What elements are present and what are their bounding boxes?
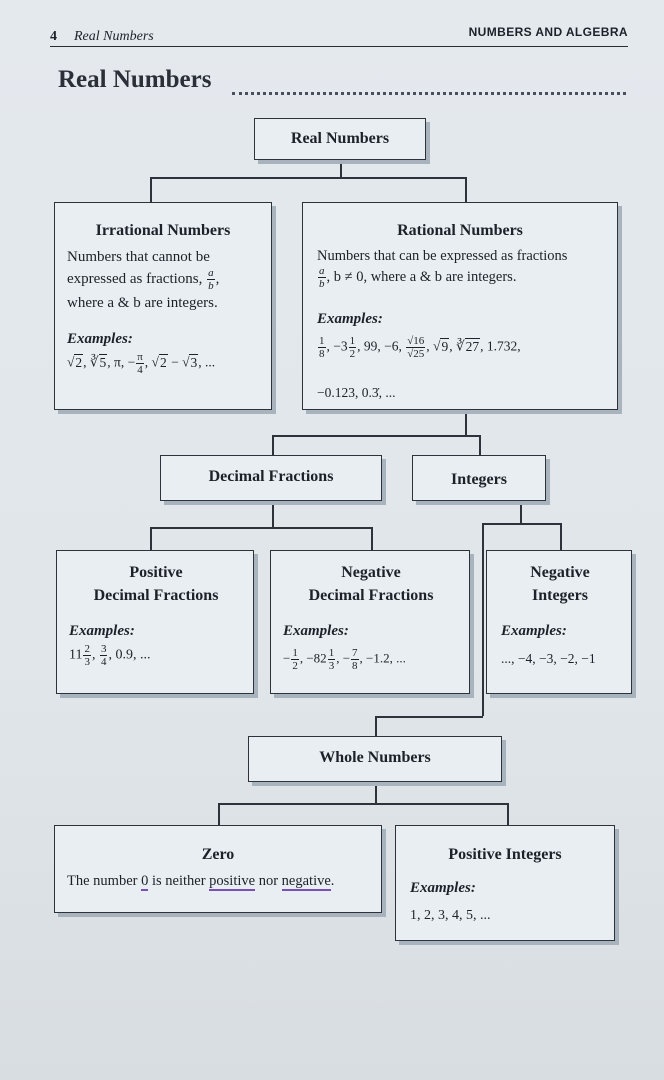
connector	[218, 803, 508, 805]
zero-box	[54, 825, 382, 913]
connector	[375, 716, 483, 718]
connector	[560, 523, 562, 550]
examples: −0.123, 0.3̇, ...	[317, 385, 396, 400]
description-line: Numbers that cannot be	[67, 249, 210, 265]
examples: − $\frac{1}{2}$ , −82 $\frac{1}{3}$ , − $\frac{7}{8}$ , −1.2, ...	[283, 647, 406, 672]
connector	[375, 782, 377, 804]
examples-label: Examples:	[317, 311, 383, 327]
box-title: Decimal Fractions	[93, 587, 219, 604]
connector	[482, 523, 484, 716]
connector	[482, 523, 562, 525]
irrational-numbers-box	[54, 202, 272, 410]
box-title: Positive Integers	[448, 846, 562, 863]
description-line: where a & b are integers.	[67, 295, 218, 311]
connector	[272, 435, 480, 437]
box-title: Negative	[341, 564, 401, 581]
page-number: 4	[50, 29, 57, 44]
description-line: $\frac{a}{b}$ , b ≠ 0, where a & b are integers.	[319, 265, 517, 290]
decimal-fractions-box	[160, 455, 382, 501]
box-title: Decimal Fractions	[308, 587, 434, 604]
header-rule	[50, 46, 628, 47]
description-line: Numbers that can be expressed as fractions	[317, 248, 568, 264]
examples-label: Examples:	[283, 623, 349, 639]
box-title: Positive	[129, 564, 183, 581]
whole-numbers-box	[248, 736, 502, 782]
connector	[520, 502, 522, 524]
connector	[465, 177, 467, 203]
running-title: Real Numbers	[74, 29, 154, 44]
connector	[375, 716, 377, 736]
description-line: expressed as fractions, $\frac{a}{b}$ ,	[67, 267, 220, 292]
connector	[465, 410, 467, 436]
connector	[272, 435, 274, 455]
negative-integers-box	[486, 550, 632, 694]
integers-box	[412, 455, 546, 501]
examples: 1, 2, 3, 4, 5, ...	[410, 908, 491, 923]
examples-label: Examples:	[69, 623, 135, 639]
positive-decimal-fractions-box	[56, 550, 254, 694]
page-title: Real Numbers	[58, 66, 212, 93]
examples: $\frac{1}{8}$ , −3 $\frac{1}{2}$ , 99, −6, $\frac{√16}{√25}$ , √9, ∛27, 1.732,	[319, 335, 521, 360]
examples-label: Examples:	[410, 880, 476, 896]
examples-label: Examples:	[501, 623, 567, 639]
box-title: Irrational Numbers	[95, 222, 231, 239]
box-title: Integers	[532, 587, 588, 604]
section-heading: NUMBERS AND ALGEBRA	[468, 25, 628, 39]
box-title: Real Numbers	[290, 130, 390, 147]
examples: 11 $\frac{2}{3}$ , $\frac{3}{4}$ , 0.9, ...	[69, 643, 151, 668]
positive-integers-box	[395, 825, 615, 941]
negative-decimal-fractions-box	[270, 550, 470, 694]
box-title: Integers	[451, 471, 507, 488]
connector	[150, 177, 152, 203]
box-title: Zero	[201, 846, 235, 863]
connector	[272, 502, 274, 528]
connector	[507, 803, 509, 825]
connector	[150, 527, 152, 551]
examples: √2, ∛5, π, − $\frac{\pi}{4}$ , √2 − √3, ...	[67, 351, 216, 376]
examples-label: Examples:	[67, 331, 133, 347]
rational-numbers-box	[302, 202, 618, 410]
box-title: Decimal Fractions	[208, 468, 334, 485]
connector	[150, 527, 372, 529]
connector	[371, 527, 373, 551]
box-title: Rational Numbers	[397, 222, 523, 239]
box-title: Negative	[530, 564, 590, 581]
connector	[150, 177, 466, 179]
title-dotted-rule	[232, 92, 626, 95]
zero-description: The number 0 is neither positive nor negative.	[67, 873, 335, 889]
examples: ..., −4, −3, −2, −1	[501, 651, 596, 666]
connector	[218, 803, 220, 825]
connector	[479, 435, 481, 455]
real-numbers-box	[254, 118, 426, 160]
box-title: Whole Numbers	[319, 749, 431, 766]
connector	[340, 160, 342, 178]
